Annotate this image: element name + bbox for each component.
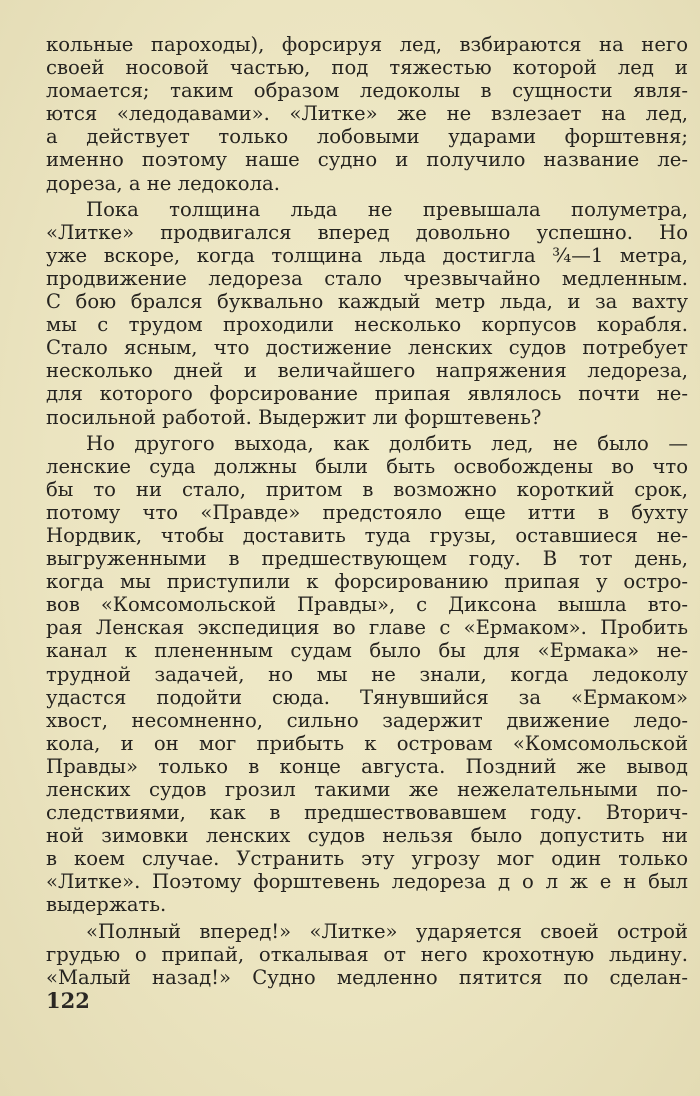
text-line: С бою брался буквально каждый метр льда, и за вахту [46, 290, 688, 314]
text-line: бы то ни стало, притом в возможно короткий срок, [46, 477, 688, 501]
text-line: Но другого выхода, как долбить лед, не было — [86, 431, 688, 455]
paragraph-4 [46, 920, 688, 989]
text-line: Нордвик, чтобы доставить туда грузы, оставшиеся не- [46, 523, 688, 547]
text-line: рая Ленская экспедиция во главе с «Ермаком». Пробить [46, 616, 688, 640]
paragraph-2 [46, 198, 688, 429]
text-line: удастся подойти сюда. Тянувшийся за «Ермаком» [46, 685, 688, 709]
text-line: уже вскоре, когда толщина льда достигла ¾—1 метра, [46, 243, 688, 267]
text-line: ленских судов грозил такими же нежелательными по- [46, 778, 688, 801]
text-line: ной зимовки ленских судов нельзя было допустить ни [46, 824, 688, 848]
text-line: посильной работой. Выдержит ли форштевень? [46, 405, 542, 429]
body-text [46, 33, 688, 992]
text-line: ленские суда должны были быть освобождены во что [46, 454, 688, 478]
text-line: выгруженными в предшествующем году. В тот день, [46, 547, 688, 571]
text-line: в коем случае. Устранить эту угрозу мог один только [46, 847, 688, 871]
text-line: грудью о припай, откалывая от него крохотную льдину. [46, 942, 688, 966]
text-line: хвост, несомненно, сильно задержит движение ледо- [46, 708, 688, 732]
text-line: выдержать. [46, 893, 167, 917]
text-line: потому что «Правде» предстояло еще итти в бухту [46, 500, 688, 524]
text-line: мы с трудом проходили несколько корпусов корабля. [46, 313, 688, 337]
text-line: именно поэтому наше судно и получило название ле- [46, 148, 688, 172]
text-line: дореза, а не ледокола. [46, 171, 280, 195]
text-line: продвижение ледореза стало чрезвычайно медленным. [46, 266, 688, 290]
text-line: а действует только лобовыми ударами форштевня; [46, 125, 688, 149]
page-number: 122 [46, 988, 90, 1013]
text-line: ломается; таким образом ледоколы в сущности явля- [46, 79, 688, 103]
text-line: кола, и он мог прибыть к островам «Комсомольской [46, 731, 688, 755]
text-line: Пока толщина льда не превышала полуметра, [86, 197, 688, 221]
text-line: «Литке». Поэтому форштевень ледореза д о л ж е н был [46, 870, 688, 894]
text-line: трудной задачей, но мы не знали, когда ледоколу [46, 662, 688, 686]
text-line: для которого форсирование припая являлось почти не- [46, 382, 688, 406]
text-line: когда мы приступили к форсированию припая у остро- [46, 570, 688, 594]
text-line: Стало ясным, что достижение ленских судов потребует [46, 336, 688, 360]
text-line: кольные пароходы), форсируя лед, взбираются на него [46, 33, 688, 56]
paragraph-3 [46, 432, 688, 917]
text-line: «Литке» продвигался вперед довольно успешно. Но [46, 220, 688, 244]
text-line: своей носовой частью, под тяжестью которой лед и [46, 56, 688, 80]
text-line: «Полный вперед!» «Литке» ударяется своей острой [86, 919, 688, 943]
text-line: вов «Комсомольской Правды», с Диксона вышла вто- [46, 593, 688, 617]
text-line: следствиями, как в предшествовавшем году. Вторич- [46, 801, 688, 825]
text-line: «Малый назад!» Судно медленно пятится по сделан- [46, 965, 688, 989]
text-line: Правды» только в конце августа. Поздний же вывод [46, 754, 688, 778]
paragraph-1 [46, 33, 688, 195]
text-line: канал к плененным судам было бы для «Ермака» не- [46, 639, 688, 663]
text-line: несколько дней и величайшего напряжения ледореза, [46, 359, 688, 383]
text-line: ются «ледодавами». «Литке» же не взлезает на лед, [46, 102, 688, 126]
